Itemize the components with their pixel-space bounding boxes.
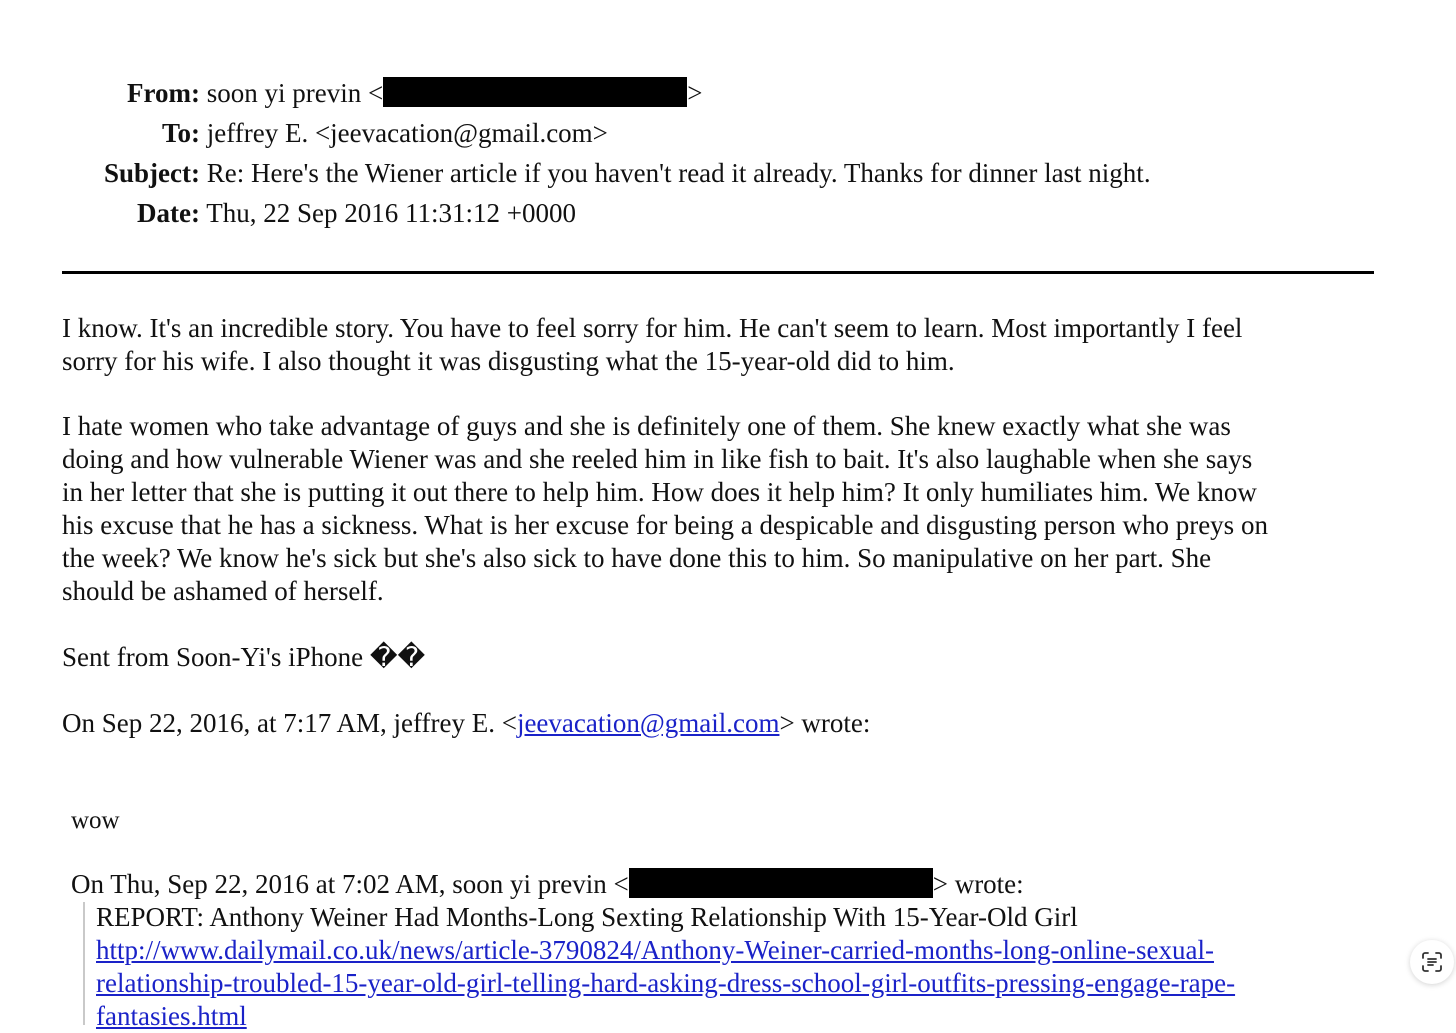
from-close: > — [687, 78, 703, 108]
body-line: should be ashamed of herself. — [62, 576, 384, 606]
date-value: Thu, 22 Sep 2016 11:31:12 +0000 — [206, 198, 576, 228]
reply1-message — [71, 804, 1391, 837]
signature-text: Sent from Soon-Yi's iPhone �� — [62, 642, 426, 672]
quote-bar — [83, 902, 85, 1025]
body-paragraph-2 — [62, 410, 1382, 608]
subject-label: Subject: — [104, 158, 200, 188]
reply1-message-text: wow — [71, 807, 120, 834]
reply1-suffix: > wrote: — [779, 708, 871, 738]
header-subject — [0, 153, 1151, 193]
body-line: sorry for his wife. I also thought it was disgusting what the 15-year-old did to him. — [62, 346, 955, 376]
quoted-content — [96, 901, 1396, 1033]
reply1-prefix: On Sep 22, 2016, at 7:17 AM, jeffrey E. < — [62, 708, 517, 738]
body-line: I know. It's an incredible story. You have to feel sorry for him. He can't seem to learn. Most importantly I feel — [62, 313, 1243, 343]
body-line: I hate women who take advantage of guys and she is definitely one of them. She knew exactly what she was — [62, 411, 1231, 441]
body-line: his excuse that he has a sickness. What is her excuse for being a despicable and disgusting person who preys on — [62, 510, 1268, 540]
reply2-prefix: On Thu, Sep 22, 2016 at 7:02 AM, soon yi previn < — [71, 869, 629, 899]
header-from — [0, 73, 702, 113]
article-link[interactable]: relationship-troubled-15-year-old-girl-telling-hard-asking-dress-school-girl-outfits-pressing-engage-rape- — [96, 968, 1236, 998]
header-divider — [62, 271, 1374, 274]
reply2-suffix: > wrote: — [932, 869, 1024, 899]
from-label: From: — [127, 78, 200, 108]
body-line: doing and how vulnerable Wiener was and she reeled him in like fish to bait. It's also laughable when she says — [62, 444, 1253, 474]
from-value: soon yi previn < — [206, 78, 384, 108]
email-link[interactable]: jeevacation@gmail.com — [516, 708, 780, 738]
article-link[interactable]: fantasies.html — [96, 1001, 247, 1031]
header-to — [0, 113, 608, 153]
redaction-bar — [383, 77, 687, 107]
body-line: the week? We know he's sick but she's also sick to have done this to him. So manipulative on her part. She — [62, 543, 1212, 573]
text-scan-button[interactable] — [1410, 940, 1454, 984]
text-scan-icon — [1420, 950, 1444, 974]
signature — [62, 641, 1382, 674]
to-label: To: — [161, 118, 200, 148]
date-label: Date: — [137, 198, 200, 228]
body-paragraph-1 — [62, 312, 1382, 378]
redaction-bar — [629, 868, 933, 898]
to-value: jeffrey E. <jeevacation@gmail.com> — [206, 118, 608, 148]
body-line: in her letter that she is putting it out there to help him. How does it help him? It only humiliates him. We know — [62, 477, 1257, 507]
article-link[interactable]: http://www.dailymail.co.uk/news/article-3790824/Anthony-Weiner-carried-months-long-online-sexual- — [96, 935, 1214, 965]
quoted-headline: REPORT: Anthony Weiner Had Months-Long Sexting Relationship With 15-Year-Old Girl — [96, 902, 1078, 932]
reply-attribution-1 — [62, 707, 1382, 740]
reply-attribution-2 — [71, 868, 1391, 901]
header-date — [0, 193, 576, 233]
subject-value: Re: Here's the Wiener article if you haven't read it already. Thanks for dinner last night. — [206, 158, 1151, 188]
